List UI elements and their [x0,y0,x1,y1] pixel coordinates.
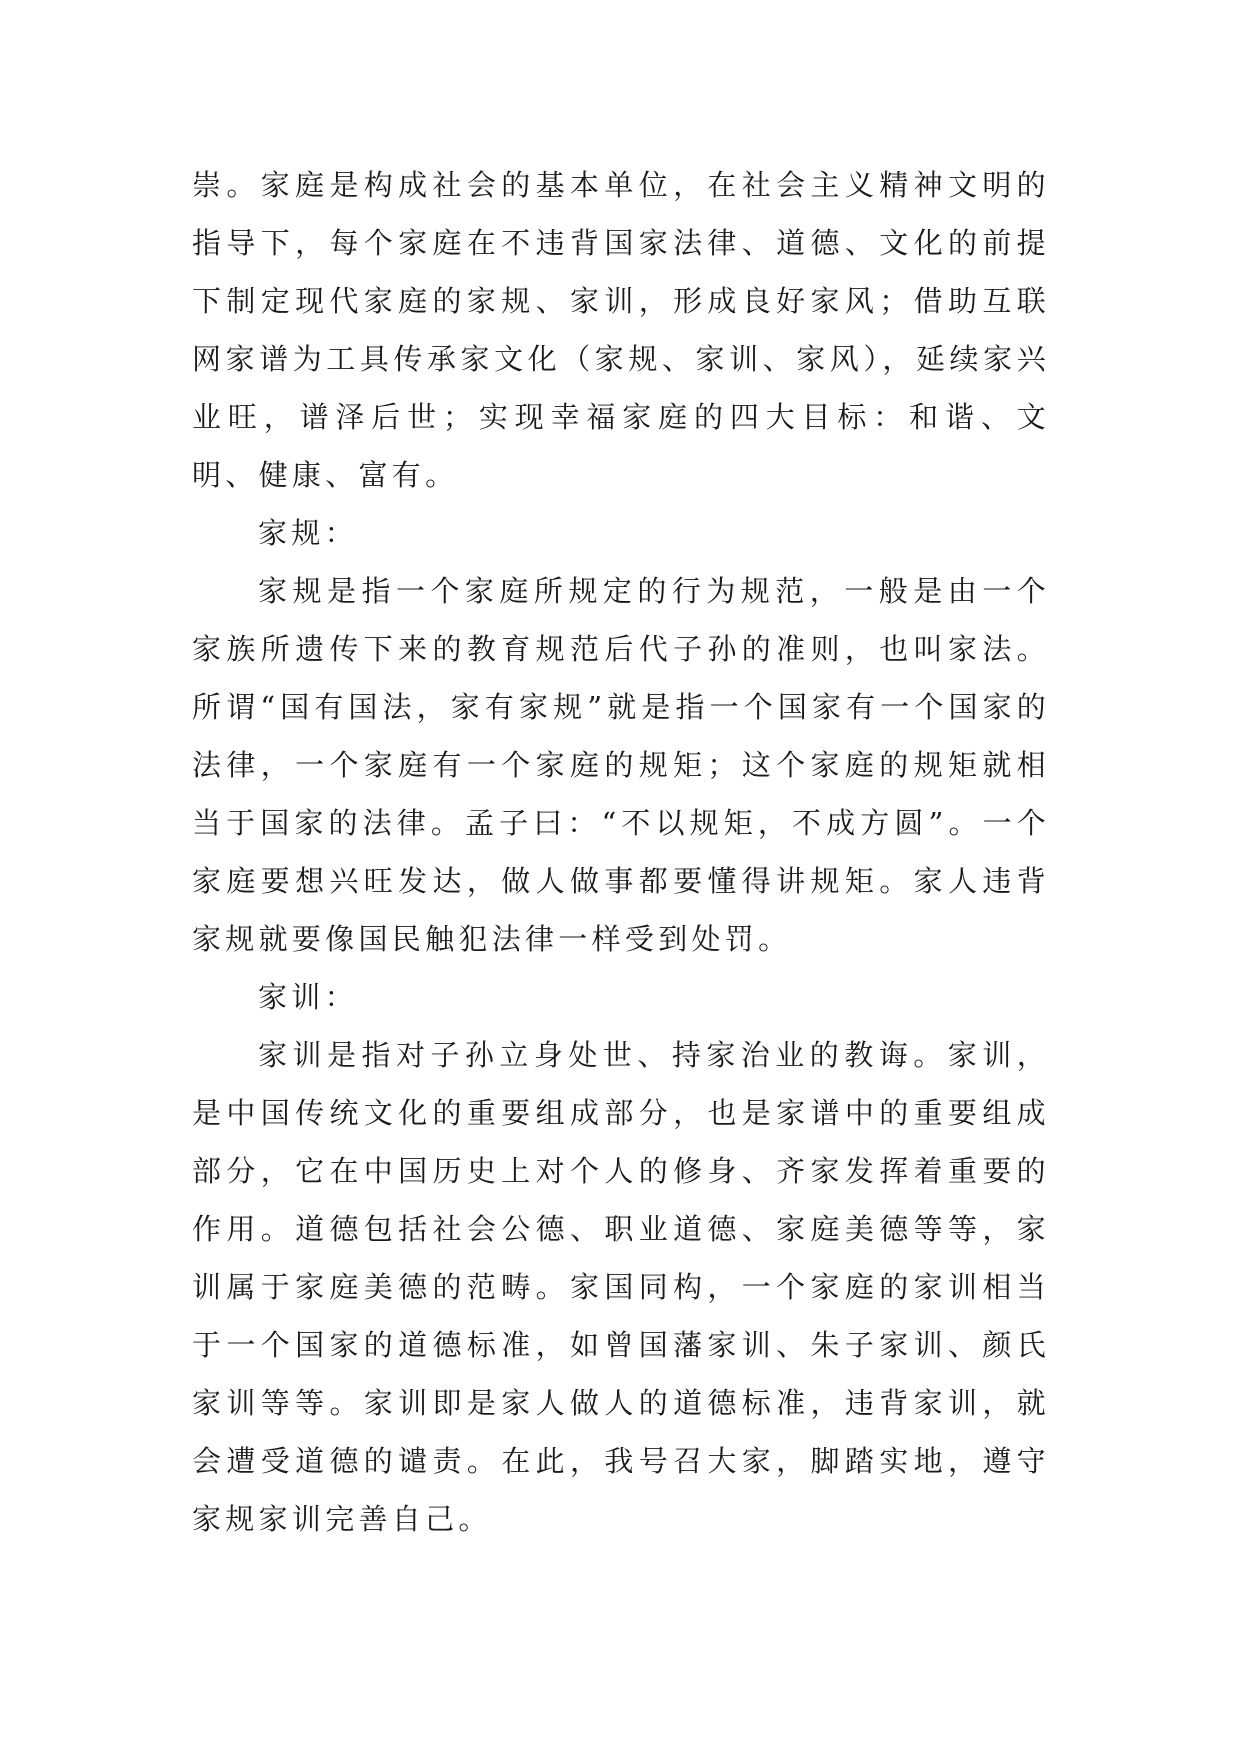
section-heading-family-precepts: 家训： [258,980,358,1014]
section-heading-family-rules: 家规： [258,516,358,550]
family-precepts-paragraph: 家训是指对子孙立身处世、持家治业的教诲。家训，是中国传统文化的重要组成部分，也是家谱中的重要组成部分，它在中国历史上对个人的修身、齐家发挥着重要的作用。道德包括社会公德、职业道德、家庭美德等等，家训属于家庭美德的范畴。家国同构，一个家庭的家训相当于一个国家的道德标准，如曾国藩家训、朱子家训、颜氏家训等等。家训即是家人做人的道德标准，违背家训，就会遭受道德的谴责。在此，我号召大家，脚踏实地，遵守家规家训完善自己。 [192,1038,1050,1536]
intro-paragraph: 崇。家庭是构成社会的基本单位，在社会主义精神文明的指导下，每个家庭在不违背国家法律、道德、文化的前提下制定现代家庭的家规、家训，形成良好家风；借助互联网家谱为工具传承家文化（家规、家训、家风），延续家兴业旺，谱泽后世；实现幸福家庭的四大目标：和谐、文明、健康、富有。 [192,168,1050,492]
family-rules-paragraph: 家规是指一个家庭所规定的行为规范，一般是由一个家族所遗传下来的教育规范后代子孙的准则，也叫家法。所谓“国有国法，家有家规”就是指一个国家有一个国家的法律，一个家庭有一个家庭的规矩；这个家庭的规矩就相当于国家的法律。孟子曰：“不以规矩，不成方圆”。一个家庭要想兴旺发达，做人做事都要懂得讲规矩。家人违背家规就要像国民触犯法律一样受到处罚。 [192,574,1050,956]
document-body [192,156,1050,1548]
